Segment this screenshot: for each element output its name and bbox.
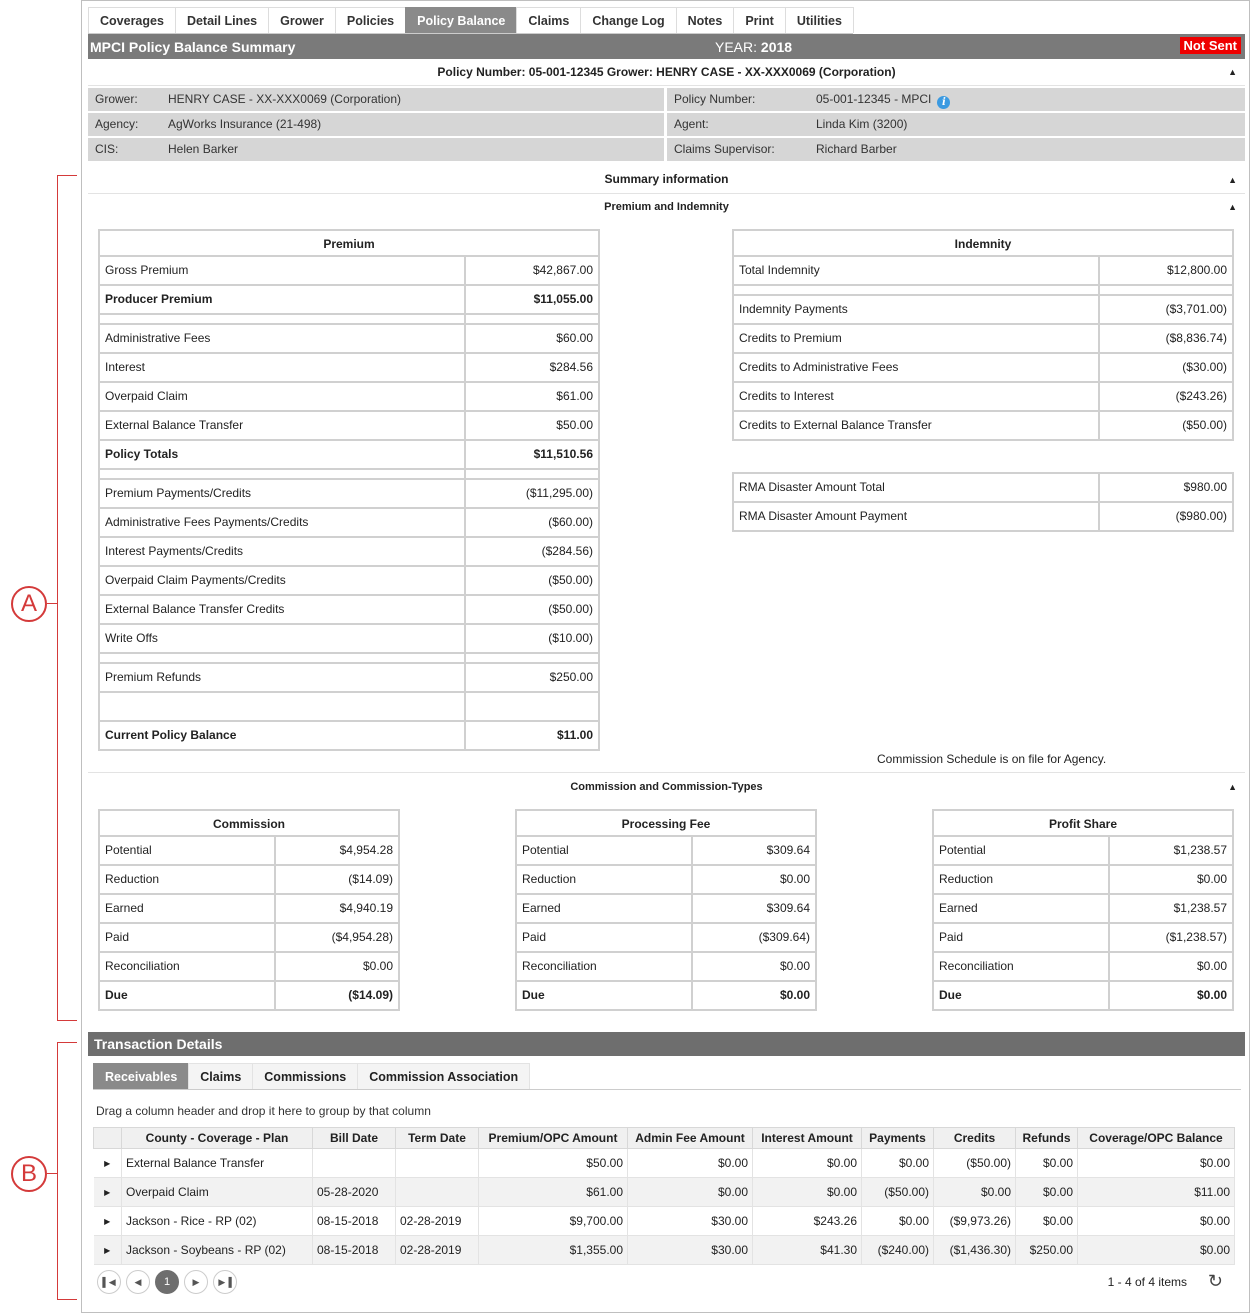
expand-row-icon[interactable]: ▶ xyxy=(94,1178,122,1207)
row-value: ($284.56) xyxy=(541,544,593,558)
row-value: $284.56 xyxy=(549,360,593,374)
column-header[interactable]: Payments xyxy=(862,1128,934,1149)
cell: $0.00 xyxy=(628,1178,753,1207)
row-label: Current Policy Balance xyxy=(100,722,466,749)
cell: ($50.00) xyxy=(862,1178,934,1207)
pager xyxy=(93,1268,1235,1296)
profit-share-table-title: Profit Share xyxy=(934,811,1232,837)
table-row xyxy=(100,982,398,1009)
info-policy-number xyxy=(667,88,1245,111)
row-label: External Balance Transfer xyxy=(100,412,466,439)
cell: Jackson - Rice - RP (02) xyxy=(122,1207,313,1236)
indemnity-table-title: Indemnity xyxy=(734,231,1232,257)
row-value: ($980.00) xyxy=(1175,509,1227,523)
row-value: $4,940.19 xyxy=(339,901,393,915)
cell: 08-15-2018 xyxy=(313,1236,396,1265)
cell: 02-28-2019 xyxy=(396,1236,479,1265)
table-row xyxy=(100,286,598,315)
cell: $30.00 xyxy=(628,1207,753,1236)
grower-label: Grower: xyxy=(95,92,138,106)
row-value: $0.00 xyxy=(1196,872,1227,886)
row-value: $11,055.00 xyxy=(533,292,593,306)
commission-table xyxy=(98,809,400,1011)
column-header[interactable]: Term Date xyxy=(396,1128,479,1149)
table-row xyxy=(100,441,598,470)
row-label: Paid xyxy=(100,924,276,951)
summary-section-header[interactable] xyxy=(88,166,1245,194)
row-label: Credits to External Balance Transfer xyxy=(734,412,1100,439)
cell: $0.00 xyxy=(1078,1207,1235,1236)
row-label: Reduction xyxy=(517,866,693,893)
row-value: ($11,295.00) xyxy=(525,486,593,500)
row-value: $4,954.28 xyxy=(339,843,393,857)
collapse-caret-icon[interactable]: ▲ xyxy=(1228,202,1237,212)
cell: 05-28-2020 xyxy=(313,1178,396,1207)
cell: $11.00 xyxy=(1078,1178,1235,1207)
row-label: Gross Premium xyxy=(100,257,466,284)
commission-section-header[interactable] xyxy=(88,772,1245,800)
column-header[interactable]: Premium/OPC Amount xyxy=(479,1128,628,1149)
claims-supervisor-label: Claims Supervisor: xyxy=(674,142,775,156)
row-label: Reconciliation xyxy=(934,953,1110,980)
table-row xyxy=(734,296,1232,325)
row-value: $980.00 xyxy=(1183,480,1227,494)
expand-row-icon[interactable]: ▶ xyxy=(94,1236,122,1265)
row-value: ($60.00) xyxy=(548,515,593,529)
table-row xyxy=(100,383,598,412)
table-row xyxy=(517,895,815,924)
info-agency xyxy=(88,113,664,136)
row-label: Policy Totals xyxy=(100,441,466,468)
expand-column-header xyxy=(94,1128,122,1149)
row-label: Reconciliation xyxy=(100,953,276,980)
row-label: Paid xyxy=(517,924,693,951)
year-value: 2018 xyxy=(760,39,793,55)
row-label: Overpaid Claim Payments/Credits xyxy=(100,567,466,594)
prev-page-icon[interactable]: ◀ xyxy=(126,1270,150,1294)
table-row xyxy=(734,354,1232,383)
cell: $41.30 xyxy=(753,1236,862,1265)
disaster-table xyxy=(732,472,1234,532)
row-label: Producer Premium xyxy=(100,286,466,313)
table-row xyxy=(734,412,1232,439)
commission-note: Commission Schedule is on file for Agency. xyxy=(877,752,1107,766)
table-row xyxy=(734,257,1232,286)
cell: 08-15-2018 xyxy=(313,1207,396,1236)
year-label: YEAR: xyxy=(715,39,758,55)
policy-header[interactable] xyxy=(88,59,1245,86)
table-row xyxy=(100,538,598,567)
policy-number-label: Policy Number: xyxy=(674,92,756,106)
cell: ($9,973.26) xyxy=(934,1207,1016,1236)
row-label: Total Indemnity xyxy=(734,257,1100,284)
row-value: ($1,238.57) xyxy=(1165,930,1227,944)
row-value: $0.00 xyxy=(779,988,810,1002)
row-value: $0.00 xyxy=(1196,988,1227,1002)
agency-value: AgWorks Insurance (21-498) xyxy=(168,117,322,131)
cell: $0.00 xyxy=(862,1149,934,1178)
row-value: $309.64 xyxy=(766,901,810,915)
table-row xyxy=(100,480,598,509)
current-page-button[interactable]: 1 xyxy=(155,1270,179,1294)
row-label: Credits to Premium xyxy=(734,325,1100,352)
table-row xyxy=(100,895,398,924)
cell: $0.00 xyxy=(862,1207,934,1236)
empty-row xyxy=(100,693,598,722)
row-label: Due xyxy=(100,982,276,1009)
row-label: Indemnity Payments xyxy=(734,296,1100,323)
refresh-icon[interactable]: ↻ xyxy=(1207,1271,1223,1291)
tab-utilities[interactable]: Utilities xyxy=(785,7,854,33)
row-label: Administrative Fees Payments/Credits xyxy=(100,509,466,536)
transaction-tabs xyxy=(93,1063,1241,1090)
callout-bracket-b xyxy=(57,1042,77,1300)
column-header[interactable]: County - Coverage - Plan xyxy=(122,1128,313,1149)
table-row xyxy=(934,866,1232,895)
table-row xyxy=(934,837,1232,866)
collapse-caret-icon[interactable]: ▲ xyxy=(1228,175,1237,185)
row-value: $309.64 xyxy=(766,843,810,857)
spacer-row xyxy=(734,286,1232,296)
processing-fee-table xyxy=(515,809,817,1011)
table-row xyxy=(100,257,598,286)
cell: $30.00 xyxy=(628,1236,753,1265)
cell: $0.00 xyxy=(1078,1236,1235,1265)
row-label: Potential xyxy=(517,837,693,864)
callout-a: A xyxy=(11,586,47,622)
table-row[interactable] xyxy=(94,1207,1235,1236)
tab-commission-association[interactable]: Commission Association xyxy=(357,1063,530,1089)
info-claims-supervisor xyxy=(667,138,1245,161)
spacer-row xyxy=(100,654,598,664)
tab-print[interactable]: Print xyxy=(733,7,785,33)
tab-policy-balance[interactable]: Policy Balance xyxy=(405,7,517,33)
table-row xyxy=(100,412,598,441)
tab-coverages[interactable]: Coverages xyxy=(88,7,176,33)
column-header[interactable]: Interest Amount xyxy=(753,1128,862,1149)
column-header[interactable]: Bill Date xyxy=(313,1128,396,1149)
cell xyxy=(396,1178,479,1207)
cell: 02-28-2019 xyxy=(396,1207,479,1236)
row-label: Administrative Fees xyxy=(100,325,466,352)
row-value: $11,510.56 xyxy=(533,447,593,461)
indemnity-table xyxy=(732,229,1234,441)
table-row xyxy=(100,567,598,596)
table-row xyxy=(517,866,815,895)
transactions-grid xyxy=(93,1127,1235,1265)
policy-number-wrap xyxy=(816,88,950,111)
row-value: ($243.26) xyxy=(1175,389,1227,403)
expand-row-icon[interactable]: ▶ xyxy=(94,1207,122,1236)
cell: $9,700.00 xyxy=(479,1207,628,1236)
first-page-icon[interactable]: ▌◀ xyxy=(97,1270,121,1294)
cell xyxy=(396,1149,479,1178)
profit-share-table xyxy=(932,809,1234,1011)
premium-indemnity-header[interactable] xyxy=(88,194,1245,220)
row-label: Potential xyxy=(100,837,276,864)
table-row xyxy=(934,982,1232,1009)
cis-value: Helen Barker xyxy=(168,142,239,156)
tab-detail-lines[interactable]: Detail Lines xyxy=(175,7,269,33)
agency-label: Agency: xyxy=(95,117,139,131)
row-value: $250.00 xyxy=(549,670,593,684)
transaction-details-header: Transaction Details xyxy=(88,1032,1245,1056)
row-label: Premium Refunds xyxy=(100,664,466,691)
row-value: $0.00 xyxy=(1196,959,1227,973)
table-row xyxy=(100,325,598,354)
group-drop-zone[interactable]: Drag a column header and drop it here to group by that column xyxy=(96,1104,431,1118)
row-label: External Balance Transfer Credits xyxy=(100,596,466,623)
cell: Overpaid Claim xyxy=(122,1178,313,1207)
last-page-icon[interactable]: ▶▐ xyxy=(213,1270,237,1294)
cell: $0.00 xyxy=(1016,1207,1078,1236)
table-row xyxy=(100,354,598,383)
row-value: ($50.00) xyxy=(1182,418,1227,432)
info-icon[interactable]: i xyxy=(937,96,950,109)
row-label: Reduction xyxy=(100,866,276,893)
cell: ($50.00) xyxy=(934,1149,1016,1178)
row-value: $60.00 xyxy=(556,331,593,345)
table-row xyxy=(934,924,1232,953)
cis-label: CIS: xyxy=(95,142,119,156)
tab-policies[interactable]: Policies xyxy=(335,7,406,33)
cell: $0.00 xyxy=(628,1149,753,1178)
table-row xyxy=(517,953,815,982)
policy-number-value: 05-001-12345 - MPCI xyxy=(816,92,932,106)
row-label: Due xyxy=(517,982,693,1009)
callout-line-b xyxy=(47,1173,58,1174)
title-bar xyxy=(88,34,1245,59)
cell: $0.00 xyxy=(1016,1149,1078,1178)
row-label: Write Offs xyxy=(100,625,466,652)
row-value: $12,800.00 xyxy=(1166,263,1227,277)
row-label: Paid xyxy=(934,924,1110,951)
table-row xyxy=(100,837,398,866)
table-row xyxy=(100,866,398,895)
table-row[interactable] xyxy=(94,1178,1235,1207)
premium-indemnity-title: Premium and Indemnity xyxy=(604,201,729,213)
row-value: ($10.00) xyxy=(548,631,593,645)
row-value: ($3,701.00) xyxy=(1165,302,1227,316)
policy-header-text: Policy Number: 05-001-12345 Grower: HENRY CASE - XX-XXX0069 (Corporation) xyxy=(437,65,896,79)
commission-table-title: Commission xyxy=(100,811,398,837)
row-label: RMA Disaster Amount Total xyxy=(734,474,1100,501)
row-value: $1,238.57 xyxy=(1173,843,1227,857)
pager-info: 1 - 4 of 4 items xyxy=(1107,1275,1187,1289)
column-header[interactable]: Coverage/OPC Balance xyxy=(1078,1128,1235,1149)
row-value: ($8,836.74) xyxy=(1165,331,1227,345)
table-row xyxy=(100,953,398,982)
row-label: Reconciliation xyxy=(517,953,693,980)
table-row xyxy=(517,982,815,1009)
row-label: Overpaid Claim xyxy=(100,383,466,410)
row-value: ($309.64) xyxy=(758,930,810,944)
status-badge: Not Sent xyxy=(1180,37,1241,54)
cell: $243.26 xyxy=(753,1207,862,1236)
row-value: $0.00 xyxy=(362,959,393,973)
processing-fee-table-title: Processing Fee xyxy=(517,811,815,837)
row-value: $11.00 xyxy=(556,728,593,742)
cell: Jackson - Soybeans - RP (02) xyxy=(122,1236,313,1265)
row-label: Interest Payments/Credits xyxy=(100,538,466,565)
table-row xyxy=(100,596,598,625)
info-cis xyxy=(88,138,664,161)
row-label: Interest xyxy=(100,354,466,381)
table-row[interactable] xyxy=(94,1236,1235,1265)
tab-claims-details[interactable]: Claims xyxy=(188,1063,253,1089)
main-tabs xyxy=(88,7,853,34)
cell: $0.00 xyxy=(934,1178,1016,1207)
cell: $61.00 xyxy=(479,1178,628,1207)
info-agent xyxy=(667,113,1245,136)
year-display xyxy=(715,39,792,55)
table-row xyxy=(100,722,598,749)
table-row xyxy=(734,503,1232,530)
next-page-icon[interactable]: ▶ xyxy=(184,1270,208,1294)
row-value: $0.00 xyxy=(779,872,810,886)
row-label: Reduction xyxy=(934,866,1110,893)
agent-label: Agent: xyxy=(674,117,709,131)
column-header[interactable]: Refunds xyxy=(1016,1128,1078,1149)
table-row xyxy=(734,325,1232,354)
column-header[interactable]: Credits xyxy=(934,1128,1016,1149)
row-label: Earned xyxy=(934,895,1110,922)
table-row xyxy=(734,474,1232,503)
row-label: Credits to Administrative Fees xyxy=(734,354,1100,381)
expand-row-icon[interactable]: ▶ xyxy=(94,1149,122,1178)
row-value: ($14.09) xyxy=(348,988,393,1002)
grower-value: HENRY CASE - XX-XXX0069 (Corporation) xyxy=(168,92,401,106)
row-label: RMA Disaster Amount Payment xyxy=(734,503,1100,530)
cell: ($1,436.30) xyxy=(934,1236,1016,1265)
agent-value: Linda Kim (3200) xyxy=(816,117,908,131)
callout-bracket-a xyxy=(57,175,77,1021)
row-label: Earned xyxy=(517,895,693,922)
cell: External Balance Transfer xyxy=(122,1149,313,1178)
row-value: $61.00 xyxy=(556,389,593,403)
table-row xyxy=(517,924,815,953)
premium-table xyxy=(98,229,600,751)
row-label: Due xyxy=(934,982,1110,1009)
cell: $0.00 xyxy=(753,1178,862,1207)
cell: $250.00 xyxy=(1016,1236,1078,1265)
commission-section-title: Commission and Commission-Types xyxy=(570,781,763,793)
cell xyxy=(313,1149,396,1178)
row-value: ($50.00) xyxy=(548,573,593,587)
summary-section-title: Summary information xyxy=(604,172,729,186)
claims-supervisor-value: Richard Barber xyxy=(816,142,897,156)
cell: $50.00 xyxy=(479,1149,628,1178)
row-label: Credits to Interest xyxy=(734,383,1100,410)
page-title: MPCI Policy Balance Summary xyxy=(90,39,296,55)
table-row xyxy=(100,625,598,654)
tab-receivables[interactable]: Receivables xyxy=(93,1063,189,1089)
tab-notes[interactable]: Notes xyxy=(676,7,735,33)
cell: ($240.00) xyxy=(862,1236,934,1265)
row-value: ($14.09) xyxy=(348,872,393,886)
tab-commissions[interactable]: Commissions xyxy=(252,1063,358,1089)
spacer-row xyxy=(100,315,598,325)
table-row xyxy=(100,664,598,693)
callout-b: B xyxy=(11,1156,47,1192)
column-header[interactable]: Admin Fee Amount xyxy=(628,1128,753,1149)
table-row[interactable] xyxy=(94,1149,1235,1178)
premium-table-title: Premium xyxy=(100,231,598,257)
cell: $0.00 xyxy=(753,1149,862,1178)
row-value: $42,867.00 xyxy=(532,263,593,277)
table-row xyxy=(517,837,815,866)
cell: $1,355.00 xyxy=(479,1236,628,1265)
row-label: Premium Payments/Credits xyxy=(100,480,466,507)
table-row xyxy=(934,895,1232,924)
table-row xyxy=(100,509,598,538)
row-value: ($30.00) xyxy=(1182,360,1227,374)
row-label: Potential xyxy=(934,837,1110,864)
row-value: ($50.00) xyxy=(548,602,593,616)
table-row xyxy=(734,383,1232,412)
cell: $0.00 xyxy=(1016,1178,1078,1207)
tab-claims[interactable]: Claims xyxy=(516,7,581,33)
row-value: $0.00 xyxy=(779,959,810,973)
table-row xyxy=(100,924,398,953)
info-grower xyxy=(88,88,664,111)
tab-grower[interactable]: Grower xyxy=(268,7,336,33)
row-value: $1,238.57 xyxy=(1173,901,1227,915)
collapse-caret-icon[interactable]: ▲ xyxy=(1228,782,1237,792)
table-row xyxy=(934,953,1232,982)
callout-line-a xyxy=(47,603,58,604)
cell: $0.00 xyxy=(1078,1149,1235,1178)
collapse-caret-icon[interactable]: ▲ xyxy=(1228,67,1237,77)
spacer-row xyxy=(100,470,598,480)
row-value: $50.00 xyxy=(556,418,593,432)
row-value: ($4,954.28) xyxy=(331,930,393,944)
row-label: Earned xyxy=(100,895,276,922)
tab-change-log[interactable]: Change Log xyxy=(580,7,676,33)
